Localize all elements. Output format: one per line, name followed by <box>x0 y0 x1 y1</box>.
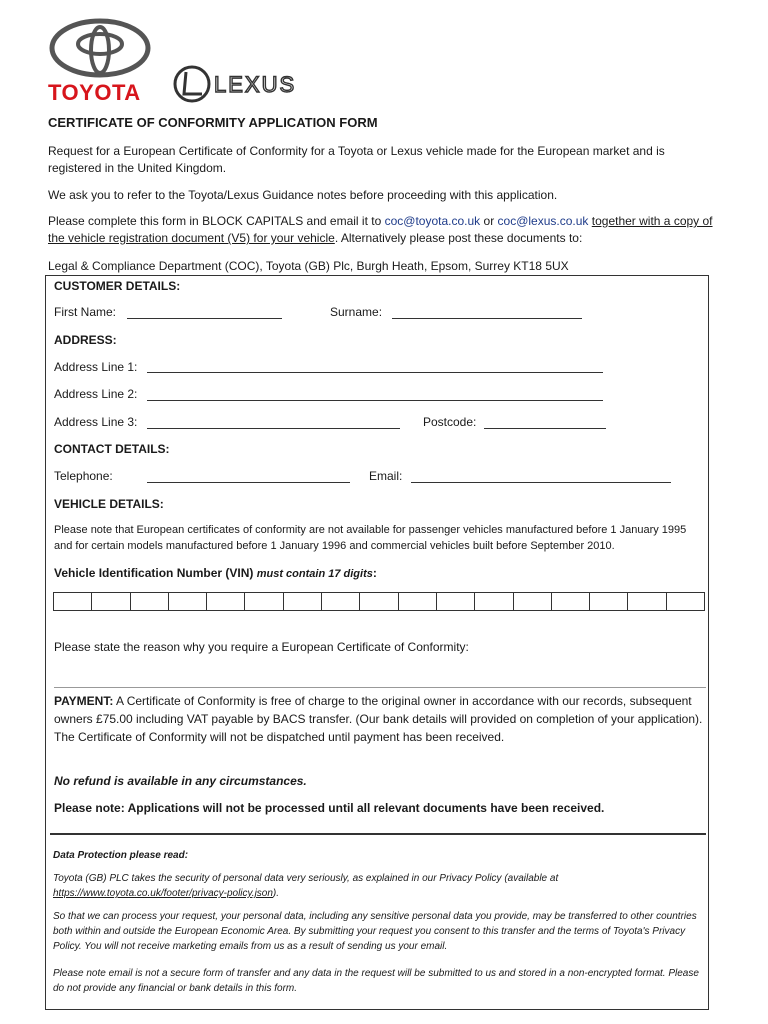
address-heading: ADDRESS: <box>54 333 117 347</box>
contact-details-heading: CONTACT DETAILS: <box>54 442 170 456</box>
vin-label: Vehicle Identification Number (VIN) must contain 17 digits: <box>54 566 377 580</box>
vin-digit-box <box>54 593 92 610</box>
surname-label: Surname: <box>330 305 383 319</box>
address-line-1-label: Address Line 1: <box>54 360 138 374</box>
vin-digit-box <box>552 593 590 610</box>
address-line-2-field[interactable] <box>147 400 603 401</box>
data-protection-heading: Data Protection please read: <box>53 850 189 861</box>
postcode-label: Postcode: <box>423 415 477 429</box>
intro-paragraph-1: Request for a European Certificate of Conformity for a Toyota or Lexus vehicle made for the European market and is registered in the United Kingdom. <box>48 144 665 175</box>
telephone-field[interactable] <box>147 482 350 483</box>
section-divider <box>50 833 706 835</box>
customer-details-heading: CUSTOMER DETAILS: <box>54 279 181 293</box>
privacy-policy-link[interactable]: https://www.toyota.co.uk/footer/privacy-policy.json <box>53 888 273 899</box>
page-title: CERTIFICATE OF CONFORMITY APPLICATION FORM <box>48 115 378 130</box>
email-label: Email: <box>369 469 403 483</box>
telephone-label: Telephone: <box>54 469 113 483</box>
vin-digit-box <box>360 593 398 610</box>
intro-paragraph-3: Please complete this form in BLOCK CAPITALS and email it to coc@toyota.co.uk or coc@lexus.co.uk together with a copy of the vehicle registration document (V5) for your vehicle. Alternatively please post these documents to: <box>48 214 713 245</box>
vin-digit-box <box>169 593 207 610</box>
vehicle-eligibility-note: Please note that European certificates of conformity are not available for passenger vehicles manufactured before 1 January 1995 and for certain models manufactured before 1 January 1996 and commercial vehicles built before September 2010. <box>54 524 687 552</box>
vin-digit-box <box>667 593 704 610</box>
vin-digit-box <box>514 593 552 610</box>
lexus-logo-icon <box>172 62 322 104</box>
postcode-field[interactable] <box>484 428 606 429</box>
reason-label: Please state the reason why you require a European Certificate of Conformity: <box>54 640 469 654</box>
lexus-email-link[interactable]: coc@lexus.co.uk <box>497 214 589 228</box>
toyota-email-link[interactable]: coc@toyota.co.uk <box>384 214 481 228</box>
address-line-3-field[interactable] <box>147 428 400 429</box>
vin-digit-box <box>207 593 245 610</box>
payment-paragraph: PAYMENT: A Certificate of Conformity is free of charge to the original owner in accordance with our records, subsequent owners £75.00 including VAT payable by BACS transfer. (Our bank details will provided on completion of your application). The Certificate of Conformity will not be dispatched until payment has been received. <box>54 694 703 744</box>
vin-digit-box <box>322 593 360 610</box>
lexus-wordmark: LEXUS <box>214 72 297 97</box>
vin-digit-box <box>437 593 475 610</box>
vin-digit-box <box>628 593 666 610</box>
reason-field[interactable] <box>54 687 706 688</box>
processing-note: Please note: Applications will not be processed until all relevant documents have been received. <box>54 801 605 815</box>
data-protection-paragraph-1: Toyota (GB) PLC takes the security of personal data very seriously, as explained in our Privacy Policy (available at https://www.toyota.co.uk/footer/privacy-policy.json). <box>53 873 559 899</box>
address-line-3-label: Address Line 3: <box>54 415 138 429</box>
address-line-1-field[interactable] <box>147 372 603 373</box>
vin-digit-box <box>92 593 130 610</box>
vin-digit-box <box>590 593 628 610</box>
first-name-field[interactable] <box>127 318 282 319</box>
vin-input-grid[interactable] <box>53 592 705 611</box>
email-field[interactable] <box>411 482 671 483</box>
vin-digit-box <box>399 593 437 610</box>
vehicle-details-heading: VEHICLE DETAILS: <box>54 497 164 511</box>
first-name-label: First Name: <box>54 305 117 319</box>
toyota-wordmark: TOYOTA <box>48 80 141 105</box>
surname-field[interactable] <box>392 318 582 319</box>
vin-digit-box <box>131 593 169 610</box>
data-protection-paragraph-2: So that we can process your request, your personal data, including any sensitive personal data you provide, may be transferred to other countries both within and outside the European Economic Area. By submitting your request you consent to this transfer and the terms of Toyota's Privacy Policy. You will not receive marketing emails from us as a result of sending us your email. <box>53 911 697 952</box>
intro-paragraph-2: We ask you to refer to the Toyota/Lexus Guidance notes before proceeding with this application. <box>48 188 558 202</box>
vin-digit-box <box>284 593 322 610</box>
vin-digit-box <box>475 593 513 610</box>
vin-digit-box <box>245 593 283 610</box>
data-protection-paragraph-3: Please note email is not a secure form of transfer and any data in the request will be submitted to us and stored in a non-encrypted format. Please do not provide any financial or bank details in this form. <box>53 968 699 994</box>
postal-address: Legal & Compliance Department (COC), Toyota (GB) Plc, Burgh Heath, Epsom, Surrey KT18 5UX <box>48 259 569 273</box>
address-line-2-label: Address Line 2: <box>54 387 138 401</box>
no-refund-note: No refund is available in any circumstances. <box>54 774 307 788</box>
